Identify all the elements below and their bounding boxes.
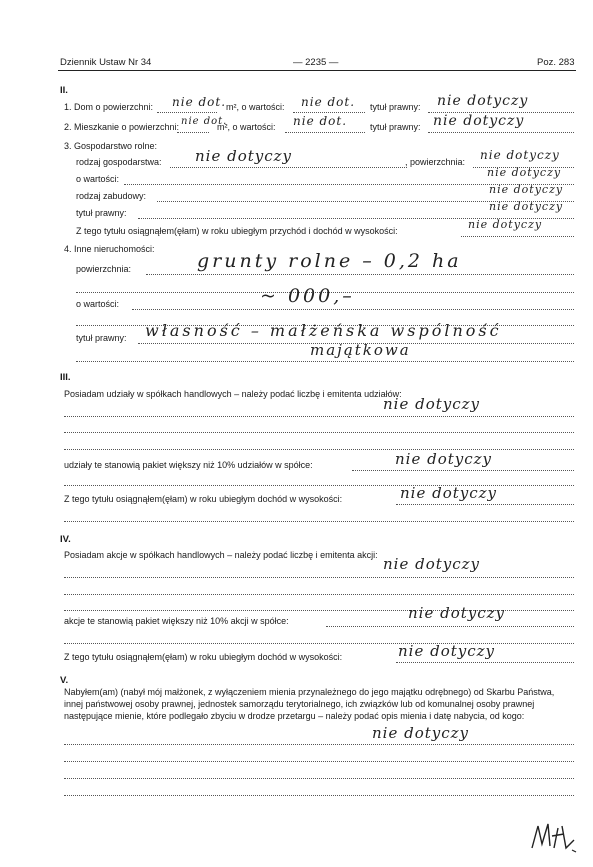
stocks-packet-field[interactable] [326,626,574,627]
signature-icon [528,818,580,854]
farm-income-field[interactable] [461,236,574,237]
farm-label: 3. Gospodarstwo rolne: [64,141,158,151]
section-ii-heading: II. [60,85,68,96]
flat-value-label: m², o wartości: [217,122,276,132]
shares-packet-field[interactable] [352,470,574,471]
other-value-field[interactable] [132,309,574,310]
farm-title-label: tytuł prawny: [76,208,127,218]
farm-income-label: Z tego tytułu osiągnąłem(ęłam) w roku ubiegłym przychód i dochód w wysokości: [76,226,398,236]
farm-income-value: nie dotyczy [468,218,543,231]
acquisition-field-2[interactable] [64,761,574,762]
flat-area-value: nie dot. [181,116,228,127]
shares-income-field-2[interactable] [64,521,574,522]
shares-income-label: Z tego tytułu osiągnąłem(ęłam) w roku ubiegłym dochód w wysokości: [64,494,343,504]
farm-buildings-label: rodzaj zabudowy: [76,191,147,201]
other-title-value: własność – małżeńska wspólność [145,321,502,340]
shares-packet-field-2[interactable] [64,485,574,486]
other-property-label: 4. Inne nieruchomości: [64,244,155,254]
flat-value-value: nie dot. [293,114,348,128]
flat-value-field[interactable] [285,132,365,133]
other-value-value: ~ 000,– [260,285,355,307]
shares-field-3[interactable] [64,449,574,450]
stocks-field-1[interactable] [64,577,574,578]
acquisition-value: nie dotyczy [372,724,470,742]
flat-title-label: tytuł prawny: [370,122,421,132]
stocks-packet-label: akcje te stanowią pakiet większy niż 10% akcji w spółce: [64,616,289,626]
stocks-packet-field-2[interactable] [64,643,574,644]
shares-income-value: nie dotyczy [400,484,498,502]
shares-label: Posiadam udziały w spółkach handlowych – należy podać liczbę i emitenta udziałów: [64,389,402,399]
acquisition-field-4[interactable] [64,795,574,796]
other-title-value-2: majątkowa [310,341,411,359]
stocks-income-value: nie dotyczy [398,642,496,660]
shares-packet-value: nie dotyczy [395,450,493,468]
farm-value-value: nie dotyczy [487,166,562,179]
house-title-value: nie dotyczy [437,93,529,109]
acquisition-text: Nabyłem(am) (nabył mój małżonek, z wyłączeniem mienia przynależnego do jego majątku odrębnego) od Skarbu Państwa, innej państwowej osoby prawnej, jednostek samorządu terytorialnego, ich związków lub od komunalnej osoby prawnej następujące mienie, które podlegało zbyciu w drodze przetargu – należy podać opis mienia i datę nabycia, od kogo: [64,687,555,722]
shares-value: nie dotyczy [383,395,481,413]
farm-area-label: , powierzchnia: [405,157,466,167]
flat-area-field[interactable] [177,132,209,133]
other-area-field[interactable] [146,274,574,275]
header-rule [58,70,576,71]
farm-buildings-value: nie dotyczy [489,183,564,196]
shares-field-1[interactable] [64,416,574,417]
shares-income-field[interactable] [396,504,574,505]
stocks-packet-value: nie dotyczy [408,604,506,622]
flat-area-label: 2. Mieszkanie o powierzchni: [64,122,180,132]
section-iv-heading: IV. [60,534,71,545]
flat-title-field[interactable] [428,132,574,133]
other-title-field-2[interactable] [76,361,574,362]
position-number: Poz. 283 [537,57,575,68]
page-number: — 2235 — [293,57,339,68]
house-area-label: 1. Dom o powierzchni: [64,102,154,112]
stocks-income-field[interactable] [396,662,574,663]
stocks-field-2[interactable] [64,594,574,595]
farm-type-label: rodzaj gospodarstwa: [76,157,162,167]
stocks-income-label: Z tego tytułu osiągnąłem(ęłam) w roku ubiegłym dochód w wysokości: [64,652,343,662]
house-area-field[interactable] [157,112,217,113]
section-iii-heading: III. [60,372,71,383]
farm-type-field[interactable] [170,167,407,168]
journal-title: Dziennik Ustaw Nr 34 [60,57,152,68]
farm-value-label: o wartości: [76,174,120,184]
section-v-heading: V. [60,675,69,686]
house-title-label: tytuł prawny: [370,102,421,112]
shares-packet-label: udziały te stanowią pakiet większy niż 10% udziałów w spółce: [64,460,313,470]
stocks-label: Posiadam akcje w spółkach handlowych – należy podać liczbę i emitenta akcji: [64,550,378,560]
acquisition-field-1[interactable] [64,744,574,745]
farm-area-value: nie dotyczy [480,148,560,162]
flat-title-value: nie dotyczy [433,113,525,129]
farm-title-value: nie dotyczy [489,200,564,213]
other-value-label: o wartości: [76,299,120,309]
other-area-value: grunty rolne – 0,2 ha [197,250,462,272]
house-value-value: nie dot. [301,95,356,109]
stocks-value: nie dotyczy [383,555,481,573]
shares-field-2[interactable] [64,432,574,433]
acquisition-field-3[interactable] [64,778,574,779]
other-area-label: powierzchnia: [76,264,132,274]
house-value-field[interactable] [293,112,365,113]
house-area-value: nie dot. [172,95,227,109]
other-title-label: tytuł prawny: [76,333,127,343]
farm-type-value: nie dotyczy [195,147,293,165]
house-value-label: m², o wartości: [226,102,285,112]
